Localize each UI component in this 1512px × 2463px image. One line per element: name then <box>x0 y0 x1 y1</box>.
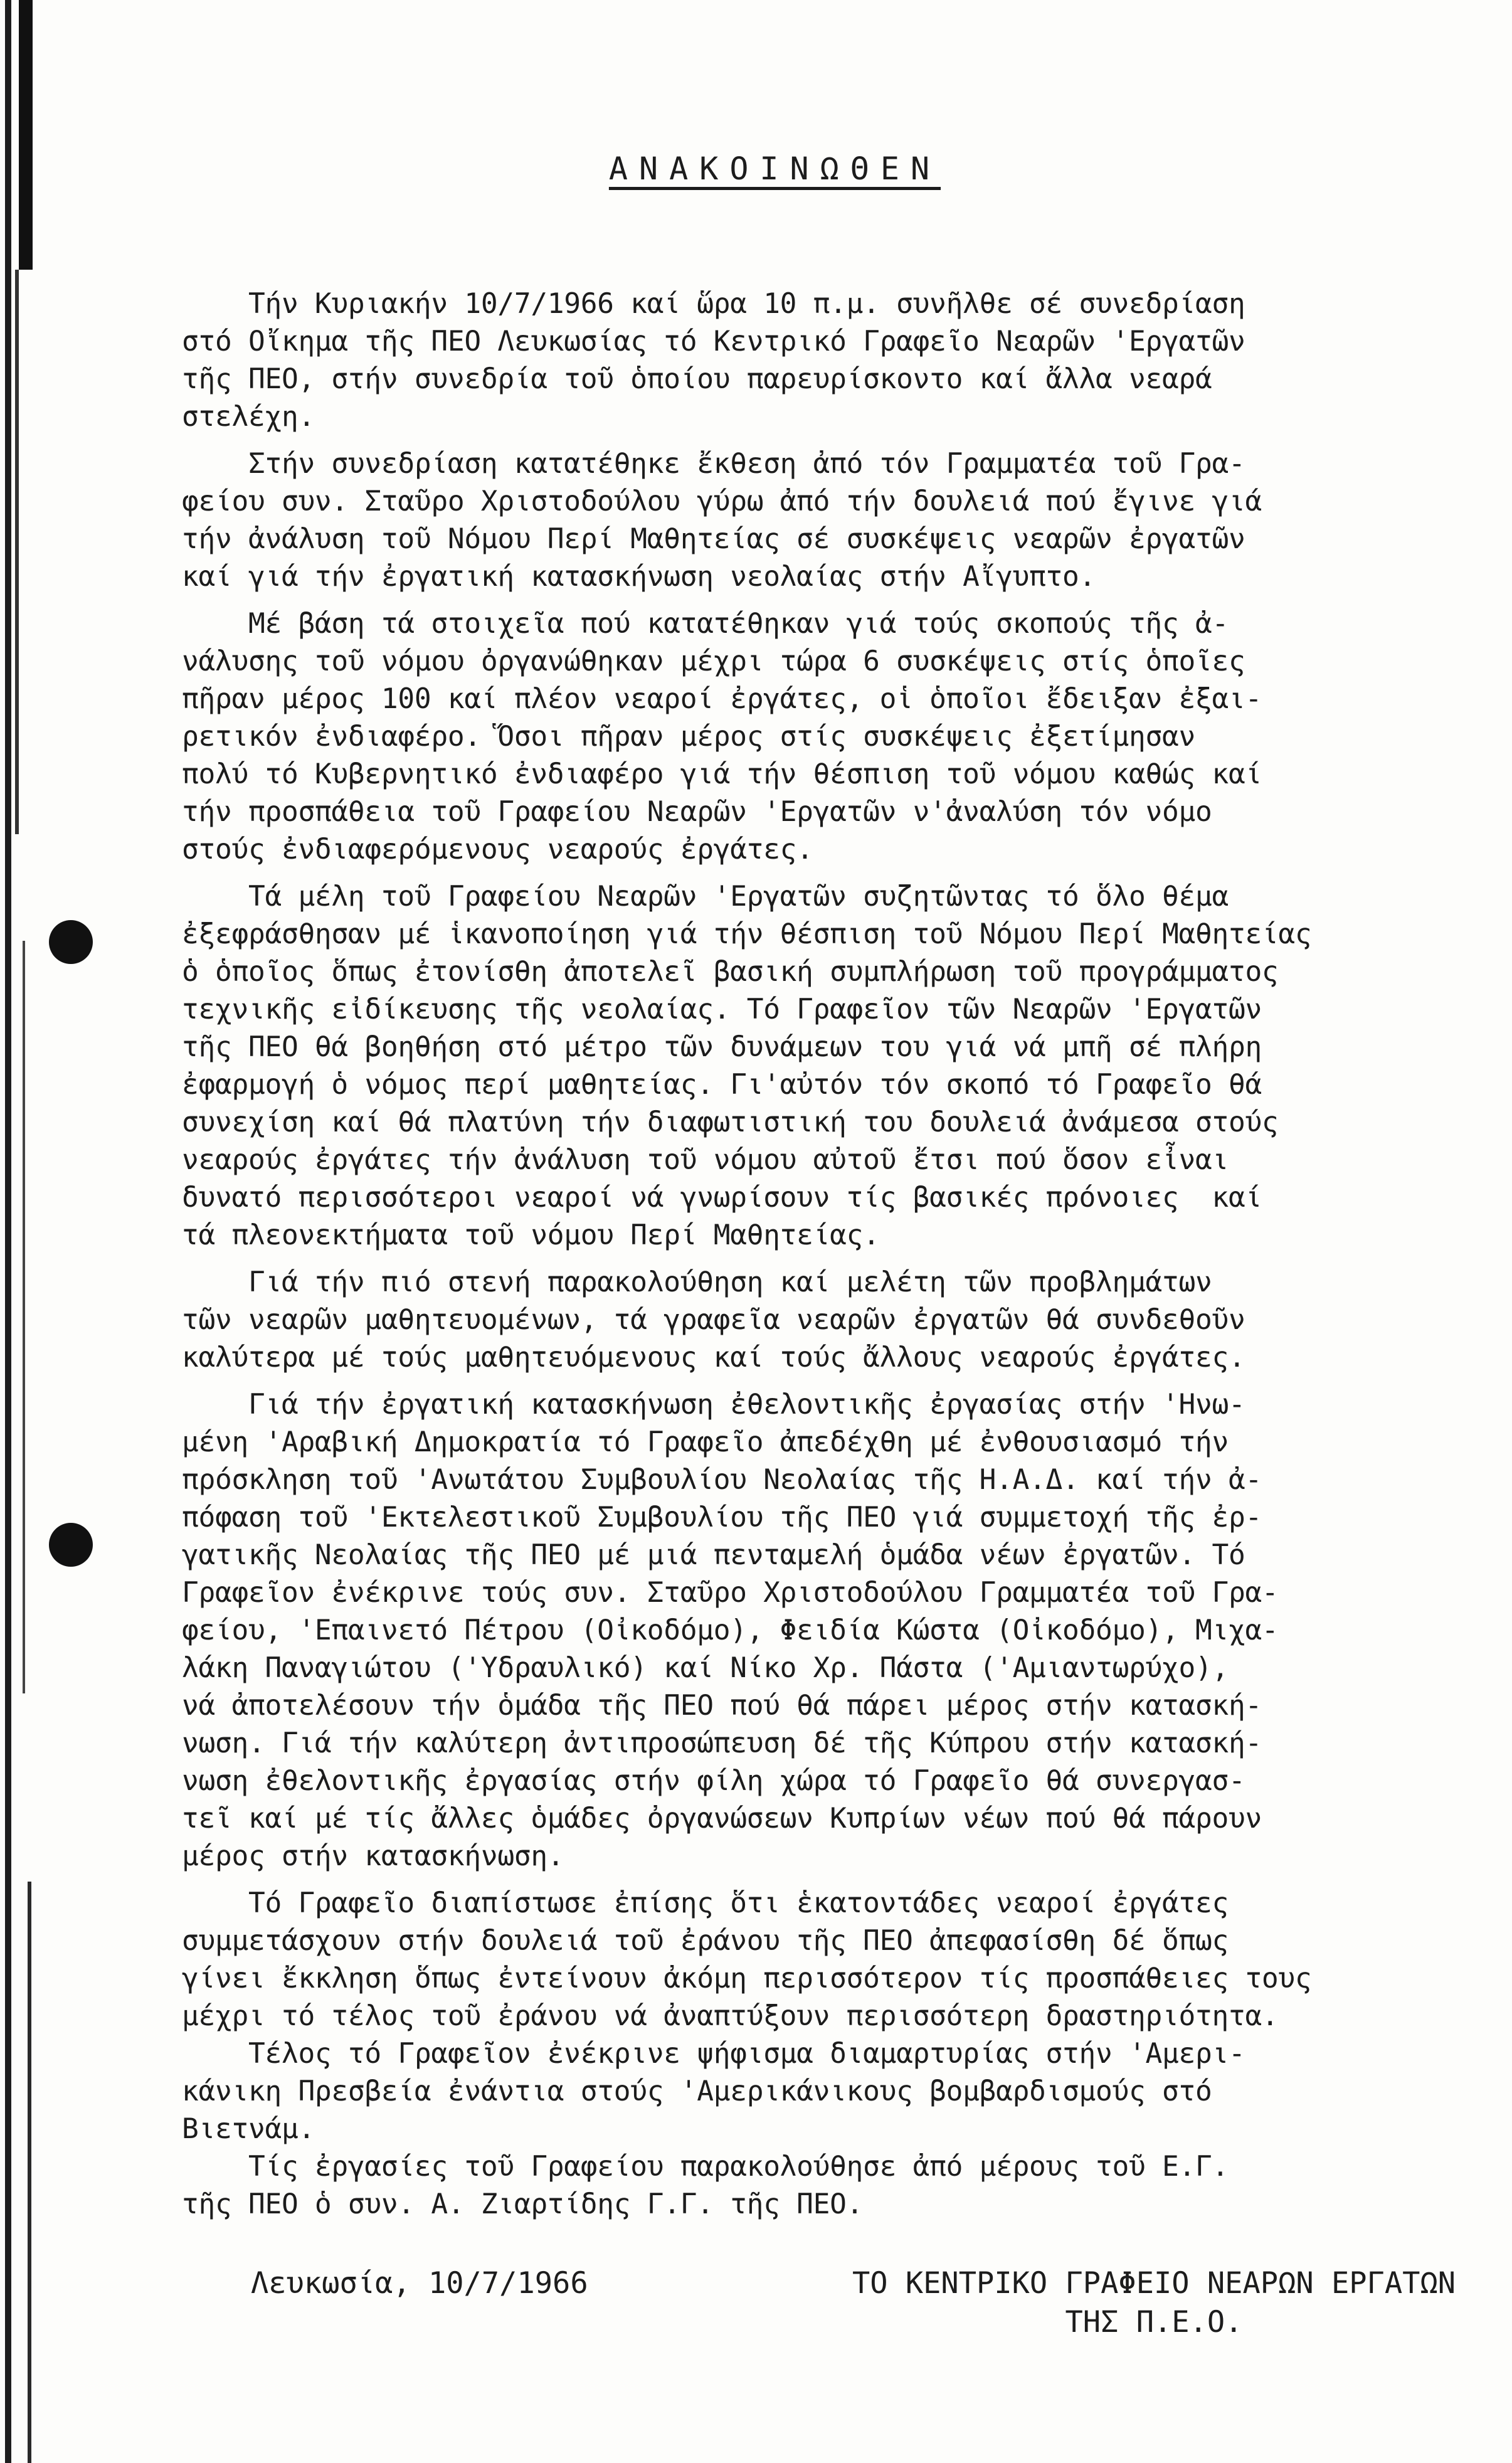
text-line: πόφαση τοῦ 'Εκτελεστικοῦ Συμβουλίου τῆς ΠΕΟ γιά συμμετοχή τῆς ἐρ- <box>182 1502 1262 1533</box>
signatory-organisation <box>825 2264 1483 2342</box>
text-line: πολύ τό Κυβερνητικό ἐνδιαφέρο γιά τήν θέσπιση τοῦ νόμου καθώς καί <box>182 758 1262 790</box>
text-line: Τά μέλη τοῦ Γραφείου Νεαρῶν 'Εργατῶν συζητῶντας τό ὅλο θέμα <box>182 881 1229 913</box>
text-line: φείου συν. Σταῦρο Χριστοδούλου γύρω ἀπό τήν δουλειά πού ἔγινε γιά <box>182 485 1262 517</box>
text-line: τήν προσπάθεια τοῦ Γραφείου Νεαρῶν 'Εργατῶν ν'ἀναλύση τόν νόμο <box>182 796 1212 828</box>
paragraph <box>182 1885 1512 2223</box>
paragraph <box>182 445 1512 596</box>
text-line: τῆς ΠΕΟ, στήν συνεδρία τοῦ ὁποίου παρευρίσκοντο καί ἄλλα νεαρά <box>182 363 1212 395</box>
document-heading: ΑΝΑΚΟΙΝΩΘΕΝ <box>608 151 941 187</box>
text-line: Τό Γραφεῖο διαπίστωσε ἐπίσης ὅτι ἑκατοντάδες νεαροί ἐργάτες <box>182 1887 1229 1919</box>
text-line: τῆς ΠΕΟ θά βοηθήση στό μέτρο τῶν δυνάμεων του γιά νά μπῆ σέ πλήρη <box>182 1031 1262 1063</box>
text-line: τεχνικῆς εἰδίκευσης τῆς νεολαίας. Τό Γραφεῖον τῶν Νεαρῶν 'Εργατῶν <box>182 993 1262 1025</box>
text-line: μένη 'Αραβική Δημοκρατία τό Γραφεῖο ἀπεδέχθη μέ ἐνθουσιασμό τήν <box>182 1426 1229 1458</box>
signatory-line: ΤΗΣ Π.Ε.Ο. <box>1065 2305 1243 2339</box>
text-line: μέρος στήν κατασκήνωση. <box>182 1840 564 1872</box>
text-line: τῆς ΠΕΟ ὁ συν. Α. Ζιαρτίδης Γ.Γ. τῆς ΠΕΟ. <box>182 2188 864 2220</box>
text-line: Στήν συνεδρίαση κατατέθηκε ἔκθεση ἀπό τόν Γραμματέα τοῦ Γρα- <box>182 448 1245 480</box>
text-line: Βιετνάμ. <box>182 2113 315 2145</box>
text-line: ἐξεφράσθησαν μέ ἱκανοποίηση γιά τήν θέσπιση τοῦ Νόμου Περί Μαθητείας <box>182 918 1312 950</box>
text-line: φείου, 'Επαινετό Πέτρου (Οἰκοδόμο), Φειδία Κώστα (Οἰκοδόμο), Μιχα- <box>182 1614 1279 1646</box>
text-line: δυνατό περισσότεροι νεαροί νά γνωρίσουν τίς βασικές πρόνοιες καί <box>182 1182 1262 1214</box>
text-line: κάνικη Πρεσβεία ἐνάντια στούς 'Αμερικάνικους βομβαρδισμούς στό <box>182 2075 1212 2107</box>
paragraph <box>182 878 1512 1254</box>
text-line: τεῖ καί μέ τίς ἄλλες ὁμάδες ὀργανώσεων Κυπρίων νέων πού θά πάρουν <box>182 1803 1262 1835</box>
text-line: Μέ βάση τά στοιχεῖα πού κατατέθηκαν γιά τούς σκοπούς τῆς ἀ- <box>182 608 1229 640</box>
text-line: νά ἀποτελέσουν τήν ὁμάδα τῆς ΠΕΟ πού θά πάρει μέρος στήν κατασκή- <box>182 1690 1262 1722</box>
text-line: νάλυσης τοῦ νόμου ὀργανώθηκαν μέχρι τώρα 6 συσκέψεις στίς ὁποῖες <box>182 645 1245 677</box>
text-line: στούς ἐνδιαφερόμενους νεαρούς ἐργάτες. <box>182 834 813 866</box>
text-line: Τίς ἐργασίες τοῦ Γραφείου παρακολούθησε ἀπό μέρους τοῦ Ε.Γ. <box>182 2151 1229 2183</box>
text-line: συμμετάσχουν στήν δουλειά τοῦ ἐράνου τῆς ΠΕΟ ἀπεφασίσθη δέ ὅπως <box>182 1925 1229 1957</box>
text-line: πῆραν μέρος 100 καί πλέον νεαροί ἐργάτες, οἱ ὁποῖοι ἔδειξαν ἐξαι- <box>182 683 1262 715</box>
paragraph <box>182 285 1512 436</box>
text-line: νωση ἐθελοντικῆς ἐργασίας στήν φίλη χώρα τό Γραφεῖο θά συνεργασ- <box>182 1765 1245 1797</box>
text-line: πρόσκληση τοῦ 'Ανωτάτου Συμβουλίου Νεολαίας τῆς Η.Α.Δ. καί τήν ἀ- <box>182 1464 1262 1496</box>
text-line: νεαρούς ἐργάτες τήν ἀνάλυση τοῦ νόμου αὐτοῦ ἔτσι πού ὅσον εἶναι <box>182 1144 1229 1176</box>
text-line: Γραφεῖον ἐνέκρινε τούς συν. Σταῦρο Χριστοδούλου Γραμματέα τοῦ Γρα- <box>182 1577 1279 1609</box>
document-body <box>182 285 1512 2233</box>
paragraph <box>182 605 1512 869</box>
signatory-line: ΤΟ ΚΕΝΤΡΙΚΟ ΓΡΑΦΕΙΟ ΝΕΑΡΩΝ ΕΡΓΑΤΩΝ <box>852 2266 1456 2301</box>
text-line: τά πλεονεκτήματα τοῦ νόμου Περί Μαθητείας. <box>182 1219 880 1251</box>
text-line: Τήν Κυριακήν 10/7/1966 καί ὥρα 10 π.μ. συνῆλθε σέ συνεδρίαση <box>182 288 1245 320</box>
paragraph <box>182 1386 1512 1875</box>
text-line: καλύτερα μέ τούς μαθητευόμενους καί τούς ἄλλους νεαρούς ἐργάτες. <box>182 1342 1245 1374</box>
text-line: τήν ἀνάλυση τοῦ Νόμου Περί Μαθητείας σέ συσκέψεις νεαρῶν ἐργατῶν <box>182 523 1245 555</box>
text-line: ἐφαρμογή ὁ νόμος περί μαθητείας. Γι'αὐτόν τόν σκοπό τό Γραφεῖο θά <box>182 1069 1262 1101</box>
text-line: ρετικόν ἐνδιαφέρο. Ὅσοι πῆραν μέρος στίς συσκέψεις ἐξετίμησαν <box>182 721 1195 753</box>
place-date: Λευκωσία, 10/7/1966 <box>251 2266 588 2301</box>
text-line: Γιά τήν πιό στενή παρακολούθηση καί μελέτη τῶν προβλημάτων <box>182 1266 1212 1298</box>
text-line: Γιά τήν ἐργατική κατασκήνωση ἐθελοντικῆς ἐργασίας στήν 'Ηνω- <box>182 1389 1245 1421</box>
text-line: λάκη Παναγιώτου ('Υδραυλικό) καί Νίκο Χρ. Πάστα ('Αμιαντωρύχο), <box>182 1652 1229 1684</box>
text-line: στελέχη. <box>182 401 315 433</box>
text-line: στό Οἴκημα τῆς ΠΕΟ Λευκωσίας τό Κεντρικό Γραφεῖο Νεαρῶν 'Εργατῶν <box>182 326 1245 358</box>
text-line: Τέλος τό Γραφεῖον ἐνέκρινε ψήφισμα διαμαρτυρίας στήν 'Αμερι- <box>182 2038 1245 2070</box>
text-line: τῶν νεαρῶν μαθητευομένων, τά γραφεῖα νεαρῶν ἐργατῶν θά συνδεθοῦν <box>182 1304 1245 1336</box>
text-line: γατικῆς Νεολαίας τῆς ΠΕΟ μέ μιά πενταμελή ὁμάδα νέων ἐργατῶν. Τό <box>182 1539 1245 1571</box>
text-line: καί γιά τήν ἐργατική κατασκήνωση νεολαίας στήν Αἴγυπτο. <box>182 561 1096 593</box>
text-line: μέχρι τό τέλος τοῦ ἐράνου νά ἀναπτύξουν περισσότερη δραστηριότητα. <box>182 2000 1279 2032</box>
text-line: νωση. Γιά τήν καλύτερη ἀντιπροσώπευση δέ τῆς Κύπρου στήν κατασκή- <box>182 1727 1262 1759</box>
binder-edge-artifact <box>0 0 49 2463</box>
text-line: ὁ ὁποῖος ὅπως ἐτονίσθη ἀποτελεῖ βασική συμπλήρωση τοῦ προγράμματος <box>182 956 1279 988</box>
text-line: γίνει ἔκκληση ὅπως ἐντείνουν ἀκόμη περισσότερον τίς προσπάθειες τους <box>182 1962 1312 1994</box>
punch-hole-bottom <box>49 1523 93 1567</box>
paragraph <box>182 1264 1512 1377</box>
text-line: συνεχίση καί θά πλατύνη τήν διαφωτιστική του δουλειά ἀνάμεσα στούς <box>182 1106 1279 1138</box>
punch-hole-top <box>49 920 93 964</box>
